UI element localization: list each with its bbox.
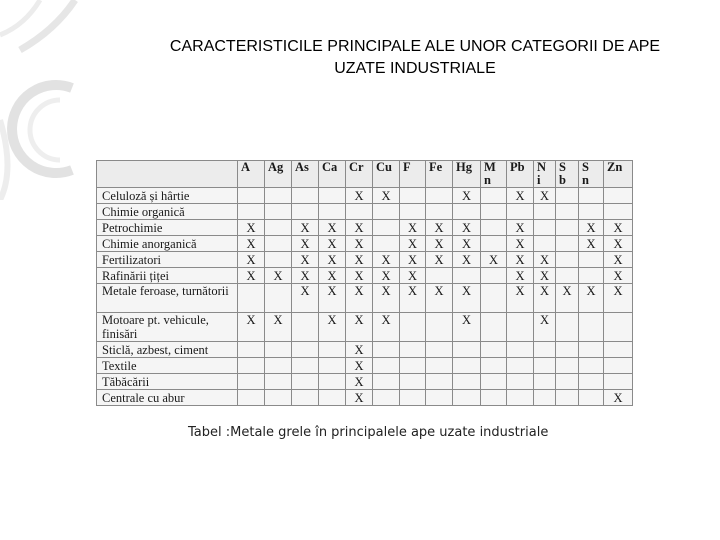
mark-cell xyxy=(292,358,319,374)
mark-cell: X xyxy=(556,284,579,313)
mark-cell xyxy=(556,204,579,220)
mark-cell: X xyxy=(507,268,534,284)
mark-cell: X xyxy=(426,236,453,252)
mark-cell xyxy=(373,342,400,358)
mark-cell xyxy=(426,188,453,204)
mark-cell xyxy=(292,188,319,204)
mark-cell xyxy=(319,188,346,204)
mark-cell: X xyxy=(292,252,319,268)
column-header: Cu xyxy=(373,161,400,188)
row-label: Centrale cu abur xyxy=(97,390,238,406)
column-header: Hg xyxy=(453,161,481,188)
mark-cell: X xyxy=(507,188,534,204)
mark-cell xyxy=(265,358,292,374)
mark-cell: X xyxy=(346,268,373,284)
mark-cell xyxy=(238,204,265,220)
mark-cell xyxy=(346,204,373,220)
mark-cell xyxy=(265,204,292,220)
mark-cell xyxy=(238,358,265,374)
mark-cell: X xyxy=(346,188,373,204)
column-header: F xyxy=(400,161,426,188)
mark-cell xyxy=(453,204,481,220)
table-row xyxy=(97,188,633,204)
mark-cell: X xyxy=(400,220,426,236)
mark-cell xyxy=(579,268,604,284)
mark-cell: X xyxy=(346,252,373,268)
mark-cell: X xyxy=(373,284,400,313)
mark-cell xyxy=(426,313,453,342)
column-header: Pb xyxy=(507,161,534,188)
mark-cell xyxy=(400,188,426,204)
mark-cell xyxy=(292,390,319,406)
mark-cell xyxy=(534,358,556,374)
mark-cell xyxy=(481,313,507,342)
mark-cell xyxy=(373,374,400,390)
row-label: Motoare pt. vehicule, finisări xyxy=(97,313,238,342)
mark-cell xyxy=(604,204,633,220)
column-header: M n xyxy=(481,161,507,188)
mark-cell xyxy=(319,374,346,390)
mark-cell xyxy=(556,342,579,358)
mark-cell xyxy=(481,236,507,252)
mark-cell xyxy=(579,390,604,406)
mark-cell xyxy=(556,220,579,236)
table-row xyxy=(97,313,633,342)
mark-cell xyxy=(556,358,579,374)
mark-cell xyxy=(579,374,604,390)
mark-cell xyxy=(319,358,346,374)
mark-cell xyxy=(579,342,604,358)
mark-cell: X xyxy=(373,268,400,284)
mark-cell: X xyxy=(238,313,265,342)
mark-cell: X xyxy=(292,268,319,284)
mark-cell xyxy=(238,284,265,313)
mark-cell: X xyxy=(481,252,507,268)
mark-cell xyxy=(453,268,481,284)
mark-cell xyxy=(556,268,579,284)
mark-cell: X xyxy=(604,284,633,313)
mark-cell xyxy=(579,358,604,374)
mark-cell xyxy=(481,284,507,313)
row-label: Chimie organică xyxy=(97,204,238,220)
mark-cell: X xyxy=(604,390,633,406)
column-header: Zn xyxy=(604,161,633,188)
mark-cell xyxy=(319,342,346,358)
mark-cell xyxy=(292,204,319,220)
mark-cell: X xyxy=(319,313,346,342)
mark-cell xyxy=(507,313,534,342)
mark-cell: X xyxy=(579,220,604,236)
mark-cell xyxy=(453,390,481,406)
mark-cell xyxy=(534,390,556,406)
table-row xyxy=(97,252,633,268)
mark-cell xyxy=(507,358,534,374)
mark-cell xyxy=(265,342,292,358)
row-label: Metale feroase, turnătorii xyxy=(97,284,238,313)
mark-cell: X xyxy=(604,252,633,268)
mark-cell xyxy=(534,374,556,390)
slide-title xyxy=(110,36,720,80)
mark-cell xyxy=(579,313,604,342)
mark-cell xyxy=(400,313,426,342)
table-caption: Tabel :Metale grele în principalele ape uzate industriale xyxy=(188,425,549,440)
title-line-2: UZATE INDUSTRIALE xyxy=(334,60,496,77)
mark-cell: X xyxy=(319,220,346,236)
mark-cell xyxy=(265,188,292,204)
mark-cell xyxy=(292,342,319,358)
mark-cell: X xyxy=(534,188,556,204)
table-row xyxy=(97,236,633,252)
mark-cell xyxy=(292,374,319,390)
table-body xyxy=(97,188,633,406)
mark-cell: X xyxy=(373,252,400,268)
mark-cell: X xyxy=(507,236,534,252)
mark-cell xyxy=(426,342,453,358)
mark-cell xyxy=(534,236,556,252)
table-row xyxy=(97,374,633,390)
mark-cell xyxy=(556,313,579,342)
mark-cell xyxy=(579,252,604,268)
mark-cell xyxy=(481,342,507,358)
mark-cell: X xyxy=(346,284,373,313)
table-row xyxy=(97,284,633,313)
mark-cell xyxy=(292,313,319,342)
mark-cell: X xyxy=(292,284,319,313)
mark-cell xyxy=(265,252,292,268)
mark-cell xyxy=(579,204,604,220)
mark-cell: X xyxy=(346,342,373,358)
mark-cell: X xyxy=(346,390,373,406)
mark-cell: X xyxy=(534,268,556,284)
mark-cell: X xyxy=(319,268,346,284)
mark-cell: X xyxy=(453,220,481,236)
mark-cell xyxy=(238,390,265,406)
mark-cell xyxy=(265,284,292,313)
column-header: Fe xyxy=(426,161,453,188)
mark-cell: X xyxy=(346,236,373,252)
corner-cell xyxy=(97,161,238,188)
mark-cell: X xyxy=(238,220,265,236)
mark-cell xyxy=(319,390,346,406)
mark-cell: X xyxy=(238,268,265,284)
table-header-row xyxy=(97,161,633,188)
mark-cell: X xyxy=(400,236,426,252)
mark-cell: X xyxy=(319,236,346,252)
mark-cell xyxy=(265,220,292,236)
mark-cell: X xyxy=(426,220,453,236)
table-row xyxy=(97,204,633,220)
mark-cell xyxy=(507,342,534,358)
mark-cell xyxy=(481,188,507,204)
mark-cell xyxy=(481,390,507,406)
mark-cell xyxy=(426,358,453,374)
row-label: Sticlă, azbest, ciment xyxy=(97,342,238,358)
row-label: Chimie anorganică xyxy=(97,236,238,252)
mark-cell: X xyxy=(604,236,633,252)
row-label: Textile xyxy=(97,358,238,374)
mark-cell xyxy=(400,358,426,374)
mark-cell: X xyxy=(604,220,633,236)
table-row xyxy=(97,342,633,358)
mark-cell: X xyxy=(400,252,426,268)
mark-cell xyxy=(481,268,507,284)
mark-cell xyxy=(400,204,426,220)
mark-cell xyxy=(426,204,453,220)
mark-cell xyxy=(534,204,556,220)
mark-cell xyxy=(604,374,633,390)
mark-cell xyxy=(579,188,604,204)
mark-cell: X xyxy=(453,188,481,204)
mark-cell xyxy=(373,220,400,236)
mark-cell xyxy=(481,220,507,236)
mark-cell: X xyxy=(346,358,373,374)
row-label: Tăbăcării xyxy=(97,374,238,390)
mark-cell: X xyxy=(319,284,346,313)
mark-cell xyxy=(453,374,481,390)
mark-cell: X xyxy=(579,236,604,252)
mark-cell xyxy=(373,358,400,374)
mark-cell: X xyxy=(453,284,481,313)
mark-cell xyxy=(265,390,292,406)
mark-cell xyxy=(426,374,453,390)
mark-cell: X xyxy=(400,268,426,284)
metals-table xyxy=(96,160,633,406)
mark-cell xyxy=(604,342,633,358)
mark-cell xyxy=(556,236,579,252)
mark-cell xyxy=(238,342,265,358)
metals-table-container xyxy=(96,160,633,406)
mark-cell: X xyxy=(534,313,556,342)
column-header: S b xyxy=(556,161,579,188)
mark-cell xyxy=(453,342,481,358)
title-line-1: CARACTERISTICILE PRINCIPALE ALE UNOR CATEGORII DE APE xyxy=(169,38,661,55)
column-header: N i xyxy=(534,161,556,188)
mark-cell xyxy=(604,358,633,374)
table-row xyxy=(97,268,633,284)
column-header: A xyxy=(238,161,265,188)
mark-cell xyxy=(507,204,534,220)
mark-cell xyxy=(373,204,400,220)
mark-cell: X xyxy=(238,236,265,252)
mark-cell xyxy=(481,358,507,374)
mark-cell xyxy=(373,236,400,252)
mark-cell xyxy=(556,374,579,390)
mark-cell xyxy=(400,374,426,390)
mark-cell xyxy=(453,358,481,374)
mark-cell xyxy=(426,390,453,406)
mark-cell: X xyxy=(604,268,633,284)
mark-cell: X xyxy=(453,252,481,268)
table-row xyxy=(97,358,633,374)
mark-cell xyxy=(319,204,346,220)
mark-cell xyxy=(556,188,579,204)
mark-cell xyxy=(534,220,556,236)
mark-cell xyxy=(373,390,400,406)
mark-cell: X xyxy=(426,284,453,313)
column-header: S n xyxy=(579,161,604,188)
mark-cell: X xyxy=(346,313,373,342)
mark-cell: X xyxy=(292,220,319,236)
mark-cell xyxy=(400,390,426,406)
mark-cell: X xyxy=(507,252,534,268)
mark-cell: X xyxy=(346,374,373,390)
mark-cell: X xyxy=(373,313,400,342)
mark-cell: X xyxy=(400,284,426,313)
mark-cell xyxy=(481,374,507,390)
mark-cell xyxy=(426,268,453,284)
mark-cell xyxy=(507,390,534,406)
mark-cell: X xyxy=(265,313,292,342)
mark-cell: X xyxy=(373,188,400,204)
column-header: Cr xyxy=(346,161,373,188)
column-header: Ca xyxy=(319,161,346,188)
mark-cell: X xyxy=(265,268,292,284)
mark-cell: X xyxy=(507,284,534,313)
mark-cell: X xyxy=(534,284,556,313)
row-label: Rafinării țiței xyxy=(97,268,238,284)
mark-cell: X xyxy=(534,252,556,268)
mark-cell: X xyxy=(579,284,604,313)
mark-cell xyxy=(604,313,633,342)
mark-cell: X xyxy=(507,220,534,236)
mark-cell xyxy=(265,374,292,390)
mark-cell: X xyxy=(453,236,481,252)
mark-cell xyxy=(556,390,579,406)
table-row xyxy=(97,220,633,236)
mark-cell xyxy=(534,342,556,358)
mark-cell: X xyxy=(319,252,346,268)
mark-cell xyxy=(507,374,534,390)
mark-cell xyxy=(265,236,292,252)
mark-cell xyxy=(481,204,507,220)
row-label: Petrochimie xyxy=(97,220,238,236)
mark-cell: X xyxy=(292,236,319,252)
row-label: Fertilizatori xyxy=(97,252,238,268)
column-header: As xyxy=(292,161,319,188)
mark-cell xyxy=(400,342,426,358)
column-header: Ag xyxy=(265,161,292,188)
mark-cell: X xyxy=(426,252,453,268)
mark-cell: X xyxy=(453,313,481,342)
row-label: Celuloză și hârtie xyxy=(97,188,238,204)
mark-cell xyxy=(604,188,633,204)
table-row xyxy=(97,390,633,406)
mark-cell xyxy=(238,188,265,204)
mark-cell xyxy=(556,252,579,268)
mark-cell: X xyxy=(346,220,373,236)
mark-cell: X xyxy=(238,252,265,268)
mark-cell xyxy=(238,374,265,390)
